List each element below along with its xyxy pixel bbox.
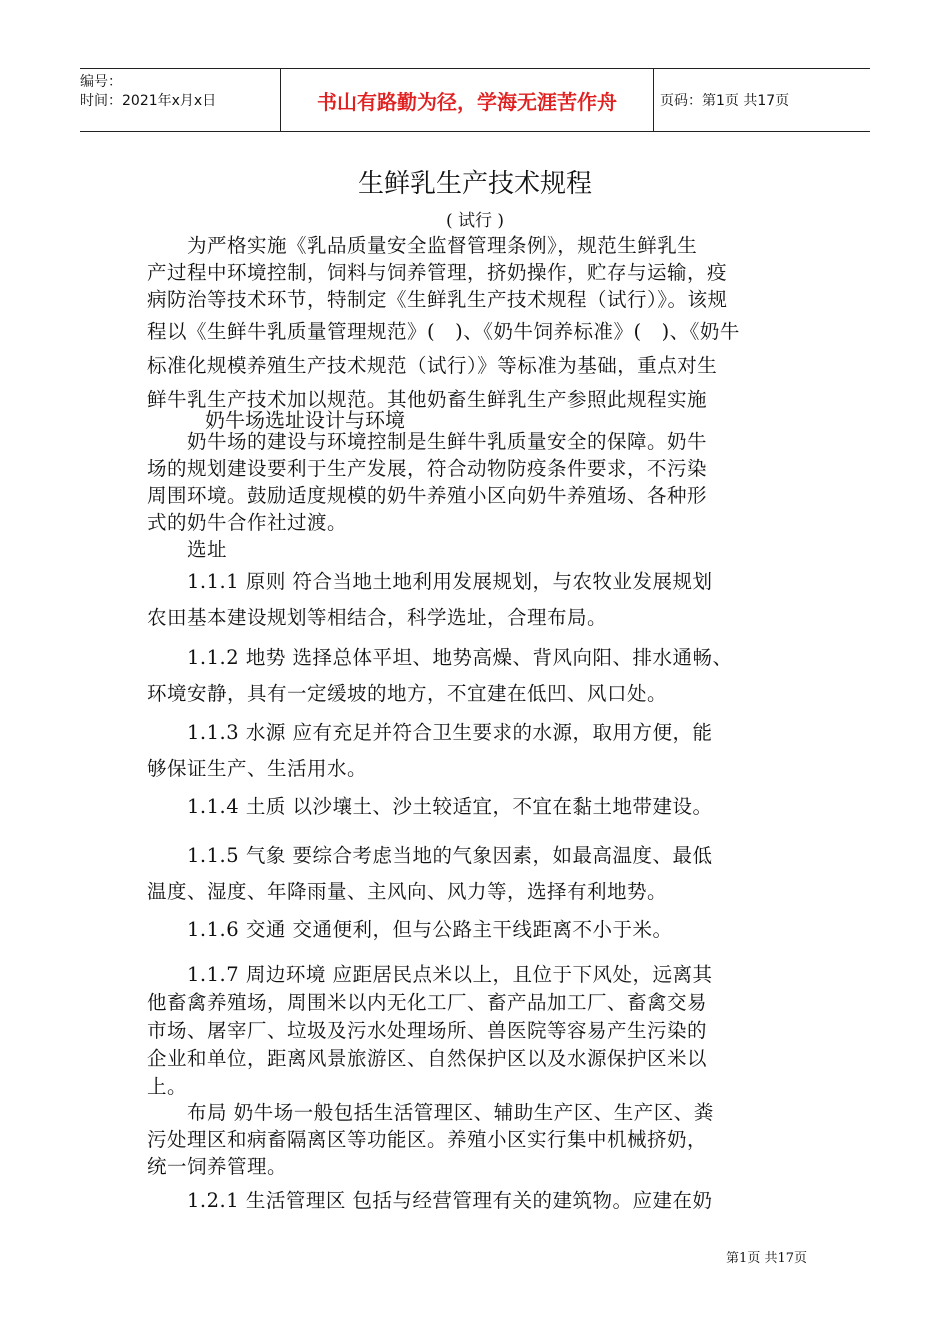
text-line: 鲜牛乳生产技术加以规范。其他奶畜生鲜乳生产参照此规程实施	[147, 388, 708, 411]
text-line: 市场、屠宰厂、垃圾及污水处理场所、兽医院等容易产生污染的	[147, 1019, 708, 1042]
text-line: 病防治等技术环节，特制定《生鲜乳生产技术规程（试行）》。该规	[147, 288, 728, 311]
text-line: 周围环境。鼓励适度规模的奶牛养殖小区向奶牛养殖场、各种形	[147, 484, 708, 507]
text-line: 他畜禽养殖场，周围米以内无化工厂、畜产品加工厂、畜禽交易	[147, 991, 708, 1014]
text-line: 选址	[147, 538, 228, 561]
document-subtitle: ( 试行 )	[445, 211, 505, 231]
text-line: 够保证生产、生活用水。	[147, 757, 368, 780]
text-line: 1.1.6 交通 交通便利，但与公路主干线距离不小于米。	[147, 918, 673, 941]
item-1-1-3	[147, 715, 807, 787]
text-line: 产过程中环境控制，饲料与饲养管理，挤奶操作，贮存与运输，疫	[147, 261, 728, 284]
text-line: 1.2.1 生活管理区 包括与经营管理有关的建筑物。应建在奶	[147, 1189, 713, 1212]
intro-paragraph-cont	[147, 315, 807, 417]
item-1-1-5	[147, 838, 807, 910]
text-line: 污处理区和病畜隔离区等功能区。养殖小区实行集中机械挤奶，	[147, 1128, 708, 1151]
text-line: 奶牛场的建设与环境控制是生鲜牛乳质量安全的保障。奶牛	[147, 430, 708, 453]
item-1-2-1	[147, 1183, 807, 1219]
item-1-1-7	[147, 961, 807, 1101]
text-line: 布局 奶牛场一般包括生活管理区、辅助生产区、生产区、粪	[147, 1101, 714, 1124]
text-line: 1.1.4 土质 以沙壤土、沙土较适宜，不宜在黏土地带建设。	[147, 795, 713, 818]
text-line: 标准化规模养殖生产技术规范（试行）》等标准为基础，重点对生	[147, 354, 718, 377]
text-line: 农田基本建设规划等相结合，科学选址，合理布局。	[147, 606, 608, 629]
text-line: 1.1.1 原则 符合当地土地利用发展规划，与农牧业发展规划	[147, 570, 713, 593]
text-line: 上。	[147, 1075, 188, 1098]
text-line: 温度、湿度、年降雨量、主风向、风力等，选择有利地势。	[147, 880, 668, 903]
text-line: 统一饲养管理。	[147, 1155, 288, 1178]
section-paragraph	[147, 428, 807, 563]
time-label: 时间：2021年x月x日	[80, 93, 217, 109]
item-1-1-1	[147, 564, 807, 636]
item-1-1-4	[147, 789, 807, 825]
text-line: 1.1.5 气象 要综合考虑当地的气象因素，如最高温度、最低	[147, 844, 713, 867]
section-heading: 奶牛场选址设计与环境	[205, 408, 405, 432]
serial-label: 编号：	[80, 74, 122, 90]
text-line: 环境安静，具有一定缓坡的地方，不宜建在低凹、风口处。	[147, 682, 668, 705]
text-line: 1.1.3 水源 应有充足并符合卫生要求的水源，取用方便，能	[147, 721, 713, 744]
page-header	[80, 68, 870, 132]
text-line: 程以《生鲜牛乳质量管理规范》( )、《奶牛饲养标准》( )、《奶牛	[147, 320, 740, 343]
text-line: 1.1.7 周边环境 应距居民点米以上，且位于下风处，远离其	[147, 963, 713, 986]
text-line: 为严格实施《乳品质量安全监督管理条例》，规范生鲜乳生	[147, 234, 698, 257]
text-line: 1.1.2 地势 选择总体平坦、地势高燥、背风向阳、排水通畅、	[147, 646, 733, 669]
item-1-1-6	[147, 912, 807, 948]
text-line: 场的规划建设要利于生产发展，符合动物防疫条件要求，不污染	[147, 457, 708, 480]
header-motto: 书山有路勤为径，学海无涯苦作舟	[280, 69, 654, 131]
text-line: 式的奶牛合作社过渡。	[147, 511, 348, 534]
page-footer: 第1页 共17页	[726, 1251, 807, 1266]
header-page-info: 页码：第1页 共17页	[660, 93, 790, 109]
item-1-1-2	[147, 640, 807, 712]
document-title: 生鲜乳生产技术规程	[357, 169, 592, 199]
header-meta	[80, 69, 280, 135]
layout-paragraph	[147, 1099, 807, 1180]
intro-paragraph	[147, 232, 807, 313]
text-line: 企业和单位，距离风景旅游区、自然保护区以及水源保护区米以	[147, 1047, 708, 1070]
